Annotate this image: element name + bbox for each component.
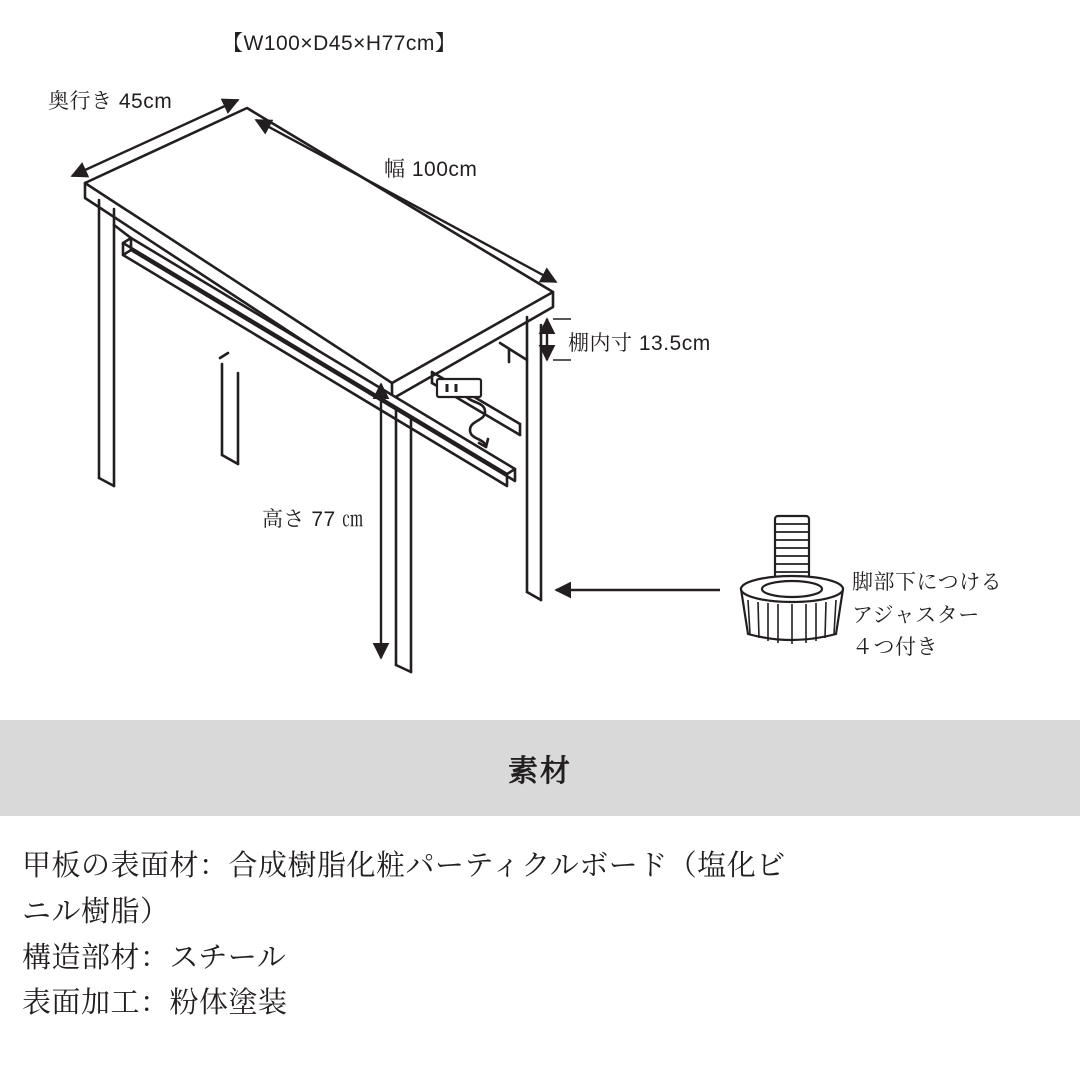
label-adjuster-line1: 脚部下につける: [852, 571, 1003, 594]
desk-illustration: [85, 108, 553, 672]
label-shelf-inner: 棚内寸 13.5cm: [568, 332, 711, 355]
material-line-3: 構造部材：スチール: [22, 941, 287, 974]
label-adjuster: [852, 567, 1052, 665]
material-line-2: ニル樹脂）: [22, 895, 170, 928]
material-line-1: 甲板の表面材：合成樹脂化粧パーティクルボード（塩化ビ: [22, 850, 786, 882]
section-heading-text: 素材: [508, 755, 572, 788]
label-depth: 奥行き 45cm: [48, 90, 173, 113]
label-adjuster-line3: ４つ付き: [852, 636, 938, 660]
material-description: [0, 816, 1080, 1027]
section-header-material: [0, 720, 1080, 816]
label-adjuster-line2: アジャスター: [852, 603, 980, 627]
adjuster-foot-illustration: [741, 516, 843, 644]
cable-outlet-icon: [437, 379, 481, 397]
spec-dimensions-title: 【W100×D45×H77cm】: [222, 32, 457, 55]
label-width: 幅 100cm: [384, 158, 478, 181]
label-height: 高さ 77 ㎝: [262, 508, 364, 531]
material-line-4: 表面加工：粉体塗装: [22, 987, 288, 1020]
divider: [0, 712, 1080, 720]
